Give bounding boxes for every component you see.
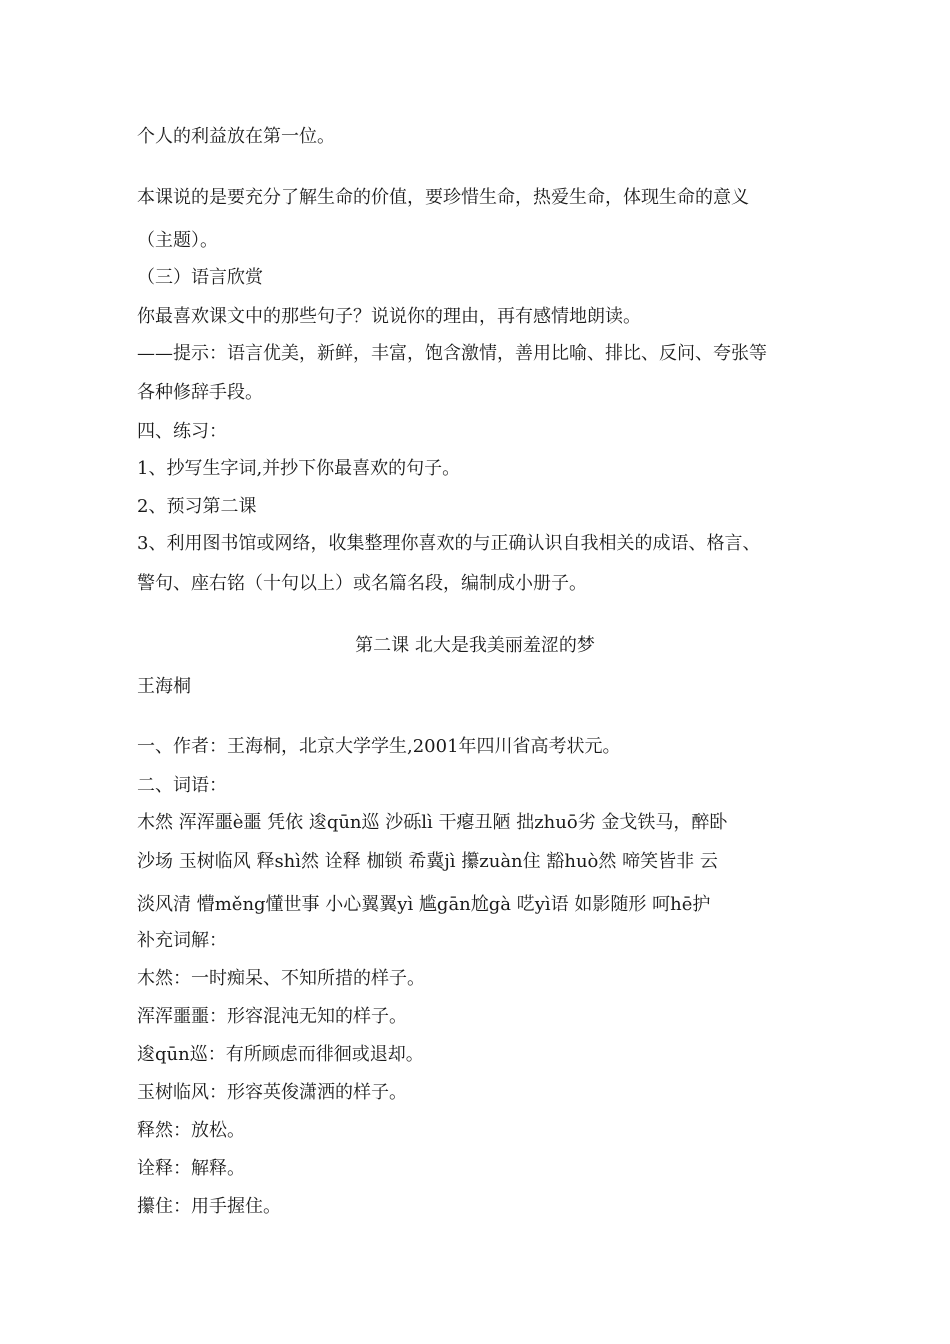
definition-line: 木然：一时痴呆、不知所措的样子。 <box>137 968 425 989</box>
definition-line: 浑浑噩噩：形容混沌无知的样子。 <box>137 1006 407 1027</box>
definition-line: 逡qūn巡：有所顾虑而徘徊或退却。 <box>137 1044 424 1065</box>
paragraph-line: （主题）。 <box>137 230 218 251</box>
paragraph-line: 本课说的是要充分了解生命的价值，要珍惜生命，热爱生命，体现生命的意义 <box>137 187 749 208</box>
paragraph-line: 各种修辞手段。 <box>137 382 263 403</box>
definition-line: 玉树临风：形容英俊潇洒的样子。 <box>137 1082 407 1103</box>
paragraph-line: 你最喜欢课文中的那些句子？说说你的理由，再有感情地朗读。 <box>137 306 641 327</box>
exercise-item: 警句、座右铭（十句以上）或名篇名段，编制成小册子。 <box>137 573 587 594</box>
lesson-title: 第二课 北大是我美丽羞涩的梦 <box>355 635 595 656</box>
author-line: 王海桐 <box>137 676 191 697</box>
exercise-item: 2、预习第二课 <box>137 496 257 517</box>
exercise-item: 3、利用图书馆或网络，收集整理你喜欢的与正确认识自我相关的成语、格言、 <box>137 533 761 554</box>
definition-line: 攥住：用手握住。 <box>137 1196 281 1217</box>
section-heading: 二、词语： <box>137 775 227 796</box>
paragraph-line: 一、作者：王海桐，北京大学学生,2001年四川省高考状元。 <box>137 736 621 757</box>
section-heading: 四、练习： <box>137 421 227 442</box>
exercise-item: 1、抄写生字词,并抄下你最喜欢的句子。 <box>137 458 461 479</box>
vocabulary-line: 沙场 玉树临风 释shì然 诠释 枷锁 希冀jì 攥zuàn住 豁huò然 啼笑皆非 云 <box>137 851 718 872</box>
definition-line: 释然：放松。 <box>137 1120 245 1141</box>
section-heading: 补充词解： <box>137 930 227 951</box>
definition-line: 诠释：解释。 <box>137 1158 245 1179</box>
vocabulary-line: 木然 浑浑噩è噩 凭依 逡qūn巡 沙砾lì 干瘪丑陋 拙zhuō劣 金戈铁马，醉卧 <box>137 812 728 833</box>
section-heading: （三）语言欣赏 <box>137 267 263 288</box>
vocabulary-line: 淡风清 懵měng懂世事 小心翼翼yì 尴gān尬gà 呓yì语 如影随形 呵hē护 <box>137 894 711 915</box>
paragraph-line: 个人的利益放在第一位。 <box>137 126 335 147</box>
paragraph-line: ——提示：语言优美，新鲜，丰富，饱含激情，善用比喻、排比、反问、夸张等 <box>137 343 767 364</box>
